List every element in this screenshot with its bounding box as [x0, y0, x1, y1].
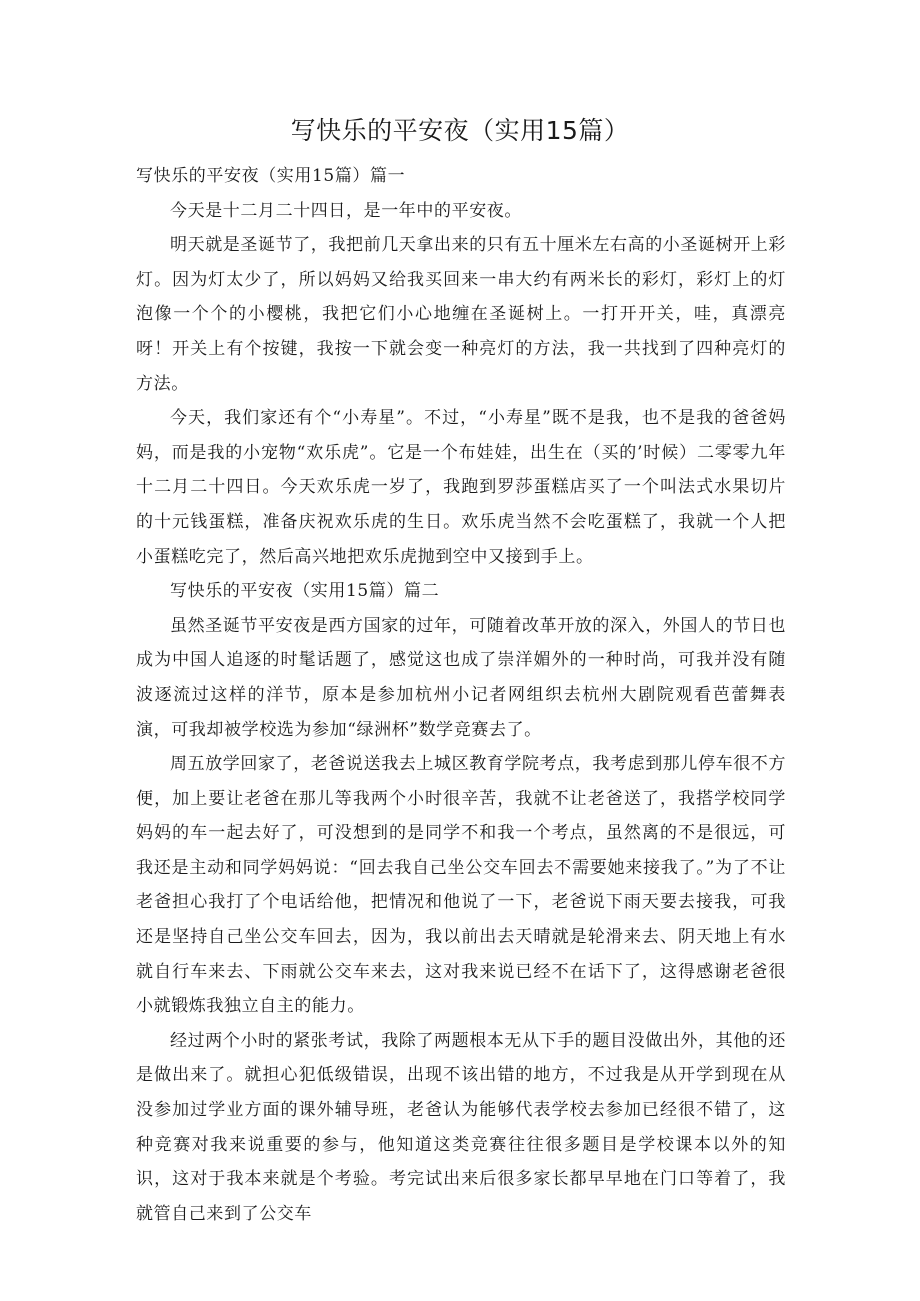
section-heading: 写快乐的平安夜（实用15篇）篇一: [136, 166, 406, 186]
document-body: [136, 159, 786, 1231]
body-paragraph: 今天，我们家还有个“小寿星”。不过，“小寿星”既不是我，也不是我的爸爸妈妈，而是我的小宠物“欢乐虎”。它是一个布娃娃，出生在（买的’时候）二零零九年十二月二十四日。今天欢乐虎一岁了，我跑到罗莎蛋糕店买了一个叫法式水果切片的十元钱蛋糕，准备庆祝欢乐虎的生日。欢乐虎当然不会吃蛋糕了，我就一个人把小蛋糕吃完了，然后高兴地把欢乐虎抛到空中又接到手上。: [136, 408, 786, 567]
body-paragraph: 虽然圣诞节平安夜是西方国家的过年，可随着改革开放的深入，外国人的节日也成为中国人追逐的时髦话题了，感觉这也成了崇洋媚外的一种时尚，可我并没有随波逐流过这样的洋节，原本是参加杭州小记者网组织去杭州大剧院观看芭蕾舞表演，可我却被学校选为参加“绿洲杯”数学竞赛去了。: [136, 615, 786, 740]
body-paragraph: 周五放学回家了，老爸说送我去上城区教育学院考点，我考虑到那儿停车很不方便，加上要让老爸在那儿等我两个小时很辛苦，我就不让老爸送了，我搭学校同学妈妈的车一起去好了，可没想到的是同学不和我一个考点，虽然离的不是很远，可我还是主动和同学妈妈说：“回去我自己坐公交车回去不需要她来接我了。”为了不让老爸担心我打了个电话给他，把情况和他说了一下，老爸说下雨天要去接我，可我还是坚持自己坐公交车回去，因为，我以前出去天晴就是轮滑来去、阴天地上有水就自行车来去、下雨就公交车来去，这对我来说已经不在话下了，这得感谢老爸很小就锻炼我独立自主的能力。: [136, 754, 786, 1017]
body-paragraph: 今天是十二月二十四日，是一年中的平安夜。: [170, 200, 522, 221]
section-heading: 写快乐的平安夜（实用15篇）篇二: [170, 581, 440, 602]
document-title: 写快乐的平安夜（实用15篇）: [290, 116, 630, 145]
body-paragraph: 明天就是圣诞节了，我把前几天拿出来的只有五十厘米左右高的小圣诞树开上彩灯。因为灯太少了，所以妈妈又给我买回来一串大约有两米长的彩灯，彩灯上的灯泡像一个个的小樱桃，我把它们小心地缠在圣诞树上。一打开开关，哇，真漂亮呀！开关上有个按键，我按一下就会变一种亮灯的方法，我一共找到了四种亮灯的方法。: [136, 235, 786, 394]
body-paragraph: 经过两个小时的紧张考试，我除了两题根本无从下手的题目没做出外，其他的还是做出来了。就担心犯低级错误，出现不该出错的地方，不过我是从开学到现在从没参加过学业方面的课外辅导班，老爸认为能够代表学校去参加已经很不错了，这种竞赛对我来说重要的参与，他知道这类竞赛往往很多题目是学校课本以外的知识，这对于我本来就是个考验。考完试出来后很多家长都早早地在门口等着了，我就管自己来到了公交车: [136, 1030, 786, 1224]
